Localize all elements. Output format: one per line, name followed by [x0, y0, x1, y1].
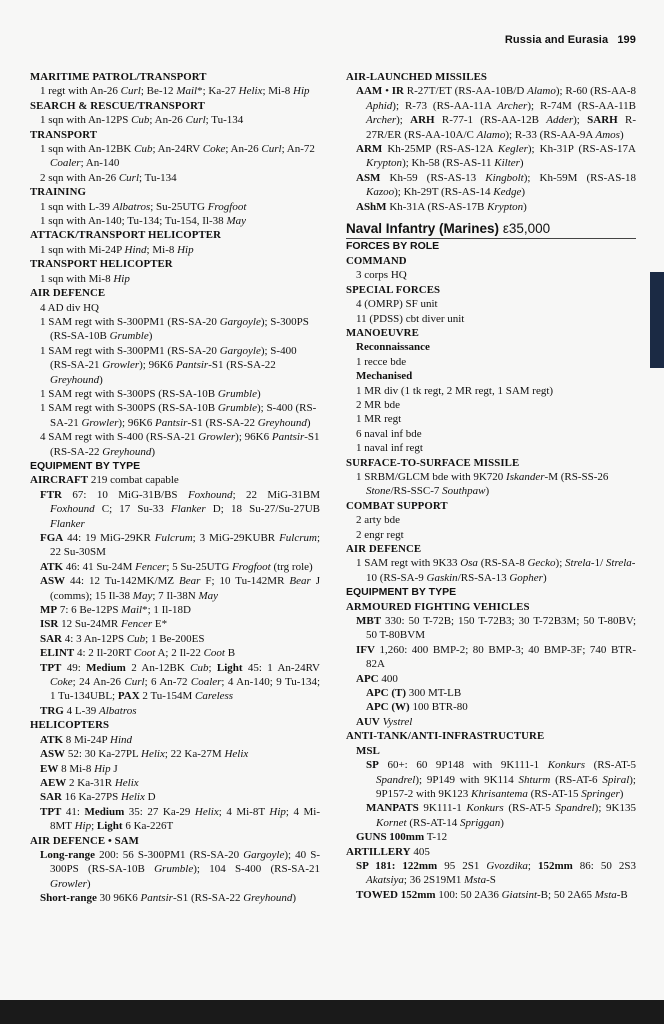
- entry-line: 1 SAM regt with S-300PM1 (RS-SA-20 Gargoyle); S-300PS (RS-SA-10B Grumble): [40, 315, 309, 343]
- section-subheading: AIR DEFENCE • SAM: [30, 834, 139, 847]
- entry-line: 2 sqn with An-26 Curl; Tu-134: [40, 171, 177, 184]
- entry-line: TOWED 152mm 100: 50 2A36 Giatsint-B; 50 2A65 Msta-B: [356, 888, 628, 901]
- entry-line: IFV 1,260: 400 BMP-2; 80 BMP-3; 40 BMP-3F; 740 BTR-82A: [356, 643, 636, 671]
- entry-line: Reconnaissance: [356, 341, 430, 354]
- entry-line: SAR 16 Ka-27PS Helix D: [40, 791, 156, 804]
- entry-line: ATK 8 Mi-24P Hind: [40, 733, 132, 746]
- section-heading: [346, 222, 636, 239]
- entry-line: APC (T) 300 MT-LB: [366, 687, 462, 700]
- entry-line: FTR 67: 10 MiG-31B/BS Foxhound; 22 MiG-31BM Foxhound C; 17 Su-33 Flanker D; 18 Su-27/Su-27UB Flanker: [40, 488, 320, 530]
- entry-line: SP 181: 122mm 95 2S1 Gvozdika; 152mm 86: 50 2S3 Akatsiya; 36 2S19M1 Msta-S: [356, 859, 636, 887]
- entry-line: EW 8 Mi-8 Hip J: [40, 762, 118, 775]
- section-subheading: SEARCH & RESCUE/TRANSPORT: [30, 99, 205, 112]
- section-subheading: FORCES BY ROLE: [346, 240, 440, 253]
- entry-line: 6 naval inf bde: [356, 427, 422, 440]
- entry-line: 2 engr regt: [356, 528, 404, 541]
- page-number: 199: [617, 34, 636, 46]
- section-subheading: SPECIAL FORCES: [346, 283, 441, 296]
- air-launched-missiles-block: [346, 70, 636, 214]
- entry-line: 1 sqn with An-12PS Cub; An-26 Curl; Tu-134: [40, 114, 244, 127]
- entry-line: GUNS 100mm T-12: [356, 831, 448, 844]
- entry-line: ASW 52: 30 Ka-27PL Helix; 22 Ka-27M Helix: [40, 748, 249, 761]
- entry-line: 1 SRBM/GLCM bde with 9K720 Iskander-M (RS-SS-26 Stone/RS-SSC-7 Southpaw): [356, 470, 609, 498]
- entry-line: 1 sqn with Mi-24P Hind; Mi-8 Hip: [40, 243, 194, 256]
- entry-line: SAR 4: 3 An-12PS Cub; 1 Be-200ES: [40, 632, 205, 645]
- section-subheading: AIR-LAUNCHED MISSILES: [346, 71, 487, 83]
- section-subheading: ATTACK/TRANSPORT HELICOPTER: [30, 229, 221, 242]
- entry-line: AEW 2 Ka-31R Helix: [40, 776, 139, 789]
- section-subheading: AIR DEFENCE: [30, 287, 106, 300]
- entry-line: 1 recce bde: [356, 355, 407, 368]
- entry-line: 1 sqn with An-12BK Cub; An-24RV Coke; An-26 Curl; An-72 Coaler; An-140: [40, 143, 315, 170]
- entry-line: ARTILLERY 405: [346, 845, 430, 858]
- entry-line: 4 SAM regt with S-400 (RS-SA-21 Growler); 96K6 Pantsir-S1 (RS-SA-22 Greyhound): [40, 431, 320, 458]
- entry-line: Long-range 200: 56 S-300PM1 (RS-SA-20 Gargoyle); 40 S-300PS (RS-SA-10B Grumble); 104 S-400 (RS-SA-21 Growler): [40, 848, 321, 890]
- section-subheading: TRANSPORT HELICOPTER: [30, 258, 173, 271]
- section-subheading: TRANSPORT: [30, 128, 98, 141]
- entry-line: ATK 46: 41 Su-24M Fencer; 5 Su-25UTG Frogfoot (trg role): [40, 560, 313, 573]
- entry-line: TRG 4 L-39 Albatros: [40, 704, 137, 717]
- entry-line: 1 MR regt: [356, 413, 402, 426]
- entry-line: ISR 12 Su-24MR Fencer E*: [40, 618, 168, 631]
- entry-line: TPT 41: Medium 35: 27 Ka-29 Helix; 4 Mi-8T Hip; 4 Mi-8MT Hip; Light 6 Ka-226T: [40, 805, 320, 833]
- entry-line: MBT 330: 50 T-72B; 150 T-72B3; 30 T-72B3M; 50 T-80BV; 50 T-80BVM: [356, 615, 636, 642]
- section-thumb-tab: [650, 272, 664, 368]
- entry-line: 4 AD div HQ: [40, 301, 99, 314]
- entry-line: MSL: [356, 744, 380, 757]
- entry-line: MP 7: 6 Be-12PS Mail*; 1 Il-18D: [40, 604, 191, 617]
- entry-line: 4 (OMRP) SF unit: [356, 298, 438, 311]
- bottom-bar: [0, 1000, 664, 1024]
- entry-line: SP 60+: 60 9P148 with 9K111-1 Konkurs (RS-AT-5 Spandrel); 9P149 with 9K114 Shturm (RS-AT-6 Spiral); 9P157-2 with 9K123 Khrisantema (RS-AT-15 Springer): [366, 759, 636, 800]
- section-subheading: AIR DEFENCE: [346, 543, 422, 555]
- naval-infantry-block: [346, 239, 636, 902]
- entry-line: 1 SAM regt with S-300PM1 (RS-SA-20 Gargoyle); S-400 (RS-SA-21 Growler); 96K6 Pantsir-S1 (RS-SA-22 Greyhound): [40, 344, 297, 386]
- section-subheading: TRAINING: [30, 186, 86, 199]
- entry-line: 2 MR bde: [356, 398, 400, 411]
- right-column: [346, 70, 636, 902]
- entry-line: 3 corps HQ: [356, 269, 407, 282]
- entry-line: ASM Kh-59 (RS-AS-13 Kingbolt); Kh-59M (RS-AS-18 Kazoo); Kh-29T (RS-AS-14 Kedge): [356, 171, 636, 199]
- entry-line: ARM Kh-25MP (RS-AS-12A Kegler); Kh-31P (RS-AS-17A Krypton); Kh-58 (RS-AS-11 Kilter): [356, 143, 636, 170]
- entry-line: AIRCRAFT 219 combat capable: [30, 474, 179, 487]
- entry-line: APC (W) 100 BTR-80: [366, 701, 468, 714]
- entry-line: ELINT 4: 2 Il-20RT Coot A; 2 Il-22 Coot B: [40, 647, 236, 660]
- section-subheading: EQUIPMENT BY TYPE: [30, 459, 141, 472]
- section-subheading: HELICOPTERS: [30, 719, 110, 732]
- entry-line: AAM • IR R-27T/ET (RS-AA-10B/D Alamo); R-60 (RS-AA-8 Aphid); R-73 (RS-AA-11A Archer); R-74M (RS-AA-11B Archer); ARH R-77-1 (RS-AA-12B Adder); SARH R-27R/ER (RS-AA-10A/C Alamo); R-33 (RS-AA-9A Amos): [356, 85, 637, 141]
- entry-line: ASW 44: 12 Tu-142MK/MZ Bear F; 10 Tu-142MR Bear J (comms); 15 Il-38 May; 7 Il-38N May: [40, 575, 321, 602]
- section-subheading: ANTI-TANK/ANTI-INFRASTRUCTURE: [346, 730, 545, 743]
- section-title: Naval Infantry (Marines): [346, 221, 500, 237]
- section-strength: ε35,000: [502, 221, 551, 237]
- entry-line: FGA 44: 19 MiG-29KR Fulcrum; 3 MiG-29KUBR Fulcrum; 22 Su-30SM: [40, 532, 321, 559]
- entry-line: APC 400: [356, 672, 398, 685]
- section-subheading: SURFACE-TO-SURFACE MISSILE: [346, 456, 520, 469]
- entry-line: 1 SAM regt with S-300PS (RS-SA-10B Grumble): [40, 387, 261, 400]
- section-subheading: COMMAND: [346, 254, 407, 267]
- entry-line: TPT 49: Medium 2 An-12BK Cub; Light 45: 1 An-24RV Coke; 24 An-26 Curl; 6 An-72 Coaler; 4 An-140; 9 Tu-134; 1 Tu-134UBL; PAX 2 Tu-154M Careless: [40, 661, 321, 703]
- left-column: [30, 70, 320, 906]
- entry-line: 1 SAM regt with S-300PS (RS-SA-10B Grumble); S-400 (RS-SA-21 Growler); 96K6 Pantsir-S1 (RS-SA-22 Greyhound): [40, 402, 317, 429]
- entry-line: 1 MR div (1 tk regt, 2 MR regt, 1 SAM regt): [356, 384, 554, 397]
- entry-line: AShM Kh-31A (RS-AS-17B Krypton): [356, 200, 527, 213]
- entry-line: AUV Vystrel: [356, 715, 413, 728]
- entry-line: Mechanised: [356, 370, 413, 383]
- entry-line: 1 regt with An-26 Curl; Be-12 Mail*; Ka-27 Helix; Mi-8 Hip: [40, 85, 310, 98]
- entry-line: Short-range 30 96K6 Pantsir-S1 (RS-SA-22 Greyhound): [40, 892, 296, 905]
- entry-line: 2 arty bde: [356, 514, 400, 527]
- entry-line: 1 SAM regt with 9K33 Osa (RS-SA-8 Gecko); Strela-1/ Strela-10 (RS-SA-9 Gaskin/RS-SA-13 Gopher): [356, 557, 636, 584]
- entry-line: 1 sqn with An-140; Tu-134; Tu-154, Il-38 May: [40, 215, 246, 228]
- section-subheading: MANOEUVRE: [346, 326, 419, 339]
- entry-line: 1 sqn with Mi-8 Hip: [40, 272, 130, 285]
- section-subheading: ARMOURED FIGHTING VEHICLES: [346, 600, 530, 613]
- running-head: [499, 34, 636, 46]
- entry-line: 11 (PDSS) cbt diver unit: [356, 312, 465, 325]
- section-subheading: COMBAT SUPPORT: [346, 499, 448, 512]
- entry-line: 1 sqn with L-39 Albatros; Su-25UTG Frogfoot: [40, 200, 247, 213]
- entry-line: MANPATS 9K111-1 Konkurs (RS-AT-5 Spandrel); 9K135 Kornet (RS-AT-14 Spriggan): [366, 802, 636, 829]
- section-subheading: EQUIPMENT BY TYPE: [346, 586, 457, 599]
- running-head-section: Russia and Eurasia: [504, 34, 609, 46]
- section-subheading: MARITIME PATROL/TRANSPORT: [30, 71, 207, 83]
- entry-line: 1 naval inf regt: [356, 442, 423, 455]
